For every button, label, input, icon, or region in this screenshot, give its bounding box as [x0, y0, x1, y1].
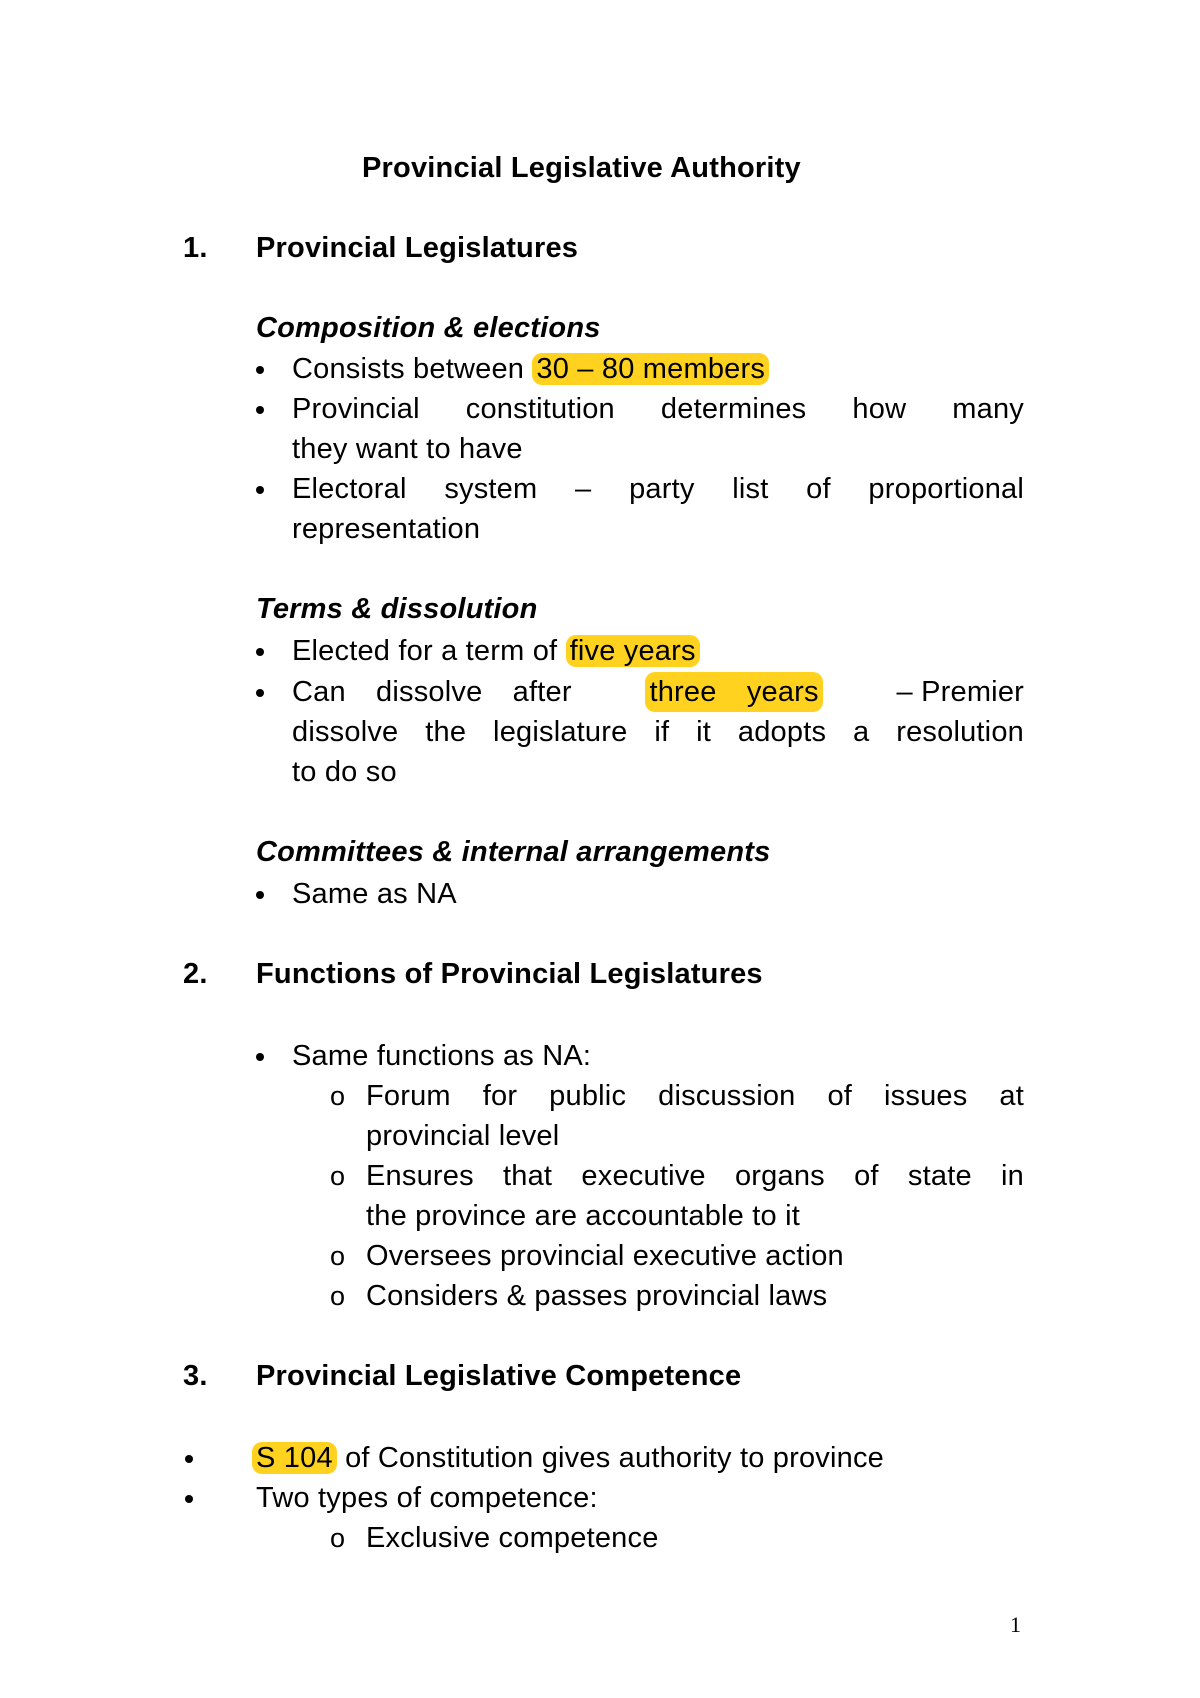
bullet-text: Elected for a term of [292, 635, 558, 667]
subsection-heading: Terms & dissolution [256, 593, 538, 625]
subitem-text: Forum for public discussion of issues at [366, 1080, 1024, 1112]
bullet-text-continuation: representation [292, 513, 481, 545]
bullet-text: Can dissolve after [292, 676, 572, 708]
page-number: 1 [1010, 1612, 1021, 1637]
highlighted-text: 30 – 80 members [532, 353, 769, 385]
circle-bullet-icon: o [330, 1161, 346, 1191]
subsection-heading: Composition & elections [256, 312, 601, 344]
bullet-icon [256, 486, 264, 494]
circle-bullet-icon: o [330, 1241, 346, 1271]
bullet-icon [185, 1495, 193, 1503]
section-heading: Provincial Legislatures [256, 232, 579, 264]
bullet-text: – Premier [896, 676, 1024, 708]
section-heading: Functions of Provincial Legislatures [256, 958, 763, 990]
bullet-text-continuation: dissolve the legislature if it adopts a resolution [292, 716, 1024, 748]
highlighted-text: S 104 [252, 1442, 337, 1474]
circle-bullet-icon: o [330, 1281, 346, 1311]
bullet-text: Two types of competence: [256, 1482, 598, 1514]
document-title: Provincial Legislative Authority [362, 152, 801, 184]
circle-bullet-icon: o [330, 1081, 346, 1111]
section-number: 1. [183, 232, 208, 264]
bullet-text-continuation: they want to have [292, 433, 523, 465]
subitem-text: Oversees provincial executive action [366, 1240, 844, 1272]
bullet-icon [256, 1053, 264, 1061]
bullet-text: of Constitution gives authority to province [345, 1442, 885, 1474]
subitem-text: Ensures that executive organs of state in [366, 1160, 1024, 1192]
bullet-item [292, 349, 769, 389]
bullet-item [292, 631, 700, 671]
highlighted-text: five years [566, 635, 700, 667]
subitem-text: Exclusive competence [366, 1522, 659, 1554]
subsection-heading: Committees & internal arrangements [256, 836, 771, 868]
bullet-icon [256, 406, 264, 414]
subitem-text-continuation: the province are accountable to it [366, 1200, 801, 1232]
bullet-text: Same functions as NA: [292, 1040, 592, 1072]
highlighted-text: three years [645, 672, 822, 712]
bullet-text: Provincial constitution determines how many [292, 393, 1024, 425]
bullet-icon [256, 689, 264, 697]
section-number: 3. [183, 1360, 208, 1392]
bullet-text: Consists between [292, 353, 525, 385]
subitem-text-continuation: provincial level [366, 1120, 560, 1152]
circle-bullet-icon: o [330, 1523, 346, 1553]
bullet-text-continuation: to do so [292, 756, 397, 788]
subitem-text: Considers & passes provincial laws [366, 1280, 828, 1312]
bullet-item [292, 672, 1024, 712]
bullet-item [252, 1438, 884, 1478]
section-number: 2. [183, 958, 208, 990]
bullet-text: Same as NA [292, 878, 457, 910]
bullet-text: Electoral system – party list of proportional [292, 473, 1024, 505]
section-heading: Provincial Legislative Competence [256, 1360, 742, 1392]
bullet-icon [256, 366, 264, 374]
bullet-icon [256, 648, 264, 656]
bullet-icon [185, 1455, 193, 1463]
bullet-icon [256, 891, 264, 899]
